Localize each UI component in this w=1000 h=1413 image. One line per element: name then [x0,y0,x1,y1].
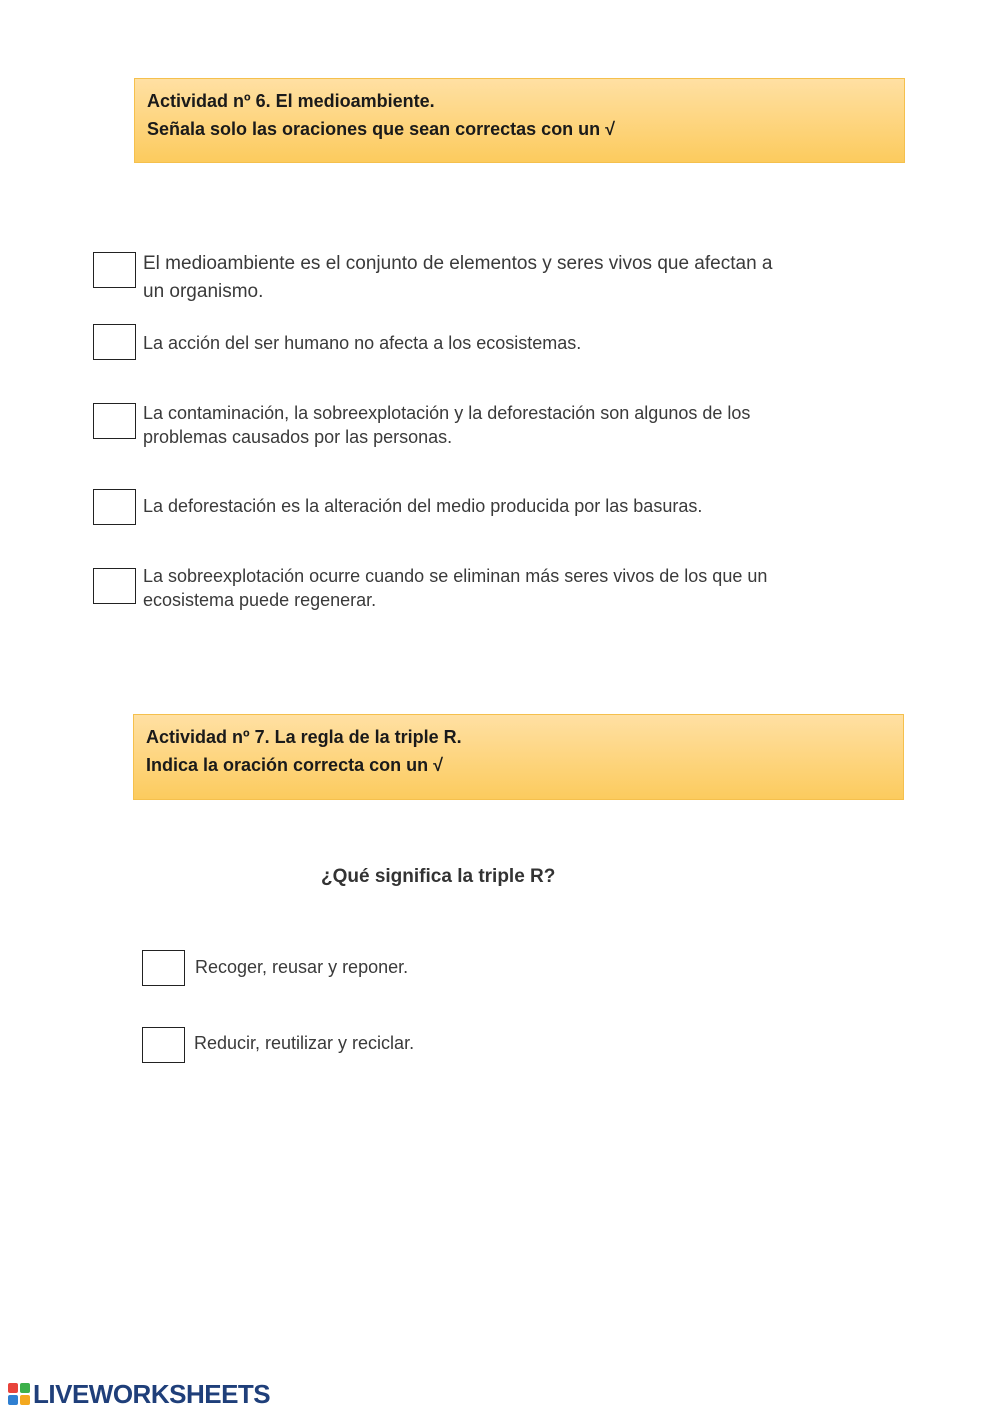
activity6-instruction: Señala solo las oraciones que sean correctas con un √ [147,119,616,139]
statement-item-5-line1: La sobreexplotación ocurre cuando se eliminan más seres vivos de los que un [143,566,768,586]
option-2-text: Reducir, reutilizar y reciclar. [194,1033,415,1053]
statement-item-3 [143,401,883,449]
checkbox-item-1[interactable] [93,252,136,288]
checkbox-option-2[interactable] [142,1027,185,1063]
logo-grid-icon [8,1383,30,1405]
logo-square-yellow [20,1395,30,1405]
option-1-text: Recoger, reusar y reponer. [195,957,409,977]
statement-item-5-line2: ecosistema puede regenerar. [143,590,377,610]
statement-item-4: La deforestación es la alteración del medio producida por las basuras. [143,496,703,516]
liveworksheets-logo [8,1380,270,1408]
logo-text: LIVEWORKSHEETS [33,1378,271,1409]
activity7-title: Actividad nº 7. La regla de la triple R. [146,727,462,747]
statement-item-3-line2: problemas causados por las personas. [143,427,453,447]
checkbox-item-3[interactable] [93,403,136,439]
statement-item-1-line1: El medioambiente es el conjunto de elementos y seres vivos que afectan a [143,253,773,274]
activity6-title: Actividad nº 6. El medioambiente. [147,91,435,111]
activity7-instruction: Indica la oración correcta con un √ [146,755,443,775]
checkbox-option-1[interactable] [142,950,185,986]
checkbox-item-4[interactable] [93,489,136,525]
logo-square-green [20,1383,30,1393]
statement-item-5 [143,564,883,612]
statement-item-2: La acción del ser humano no afecta a los ecosistemas. [143,333,582,353]
statement-item-1 [143,250,883,306]
activity6-header [134,78,905,163]
statement-item-3-line1: La contaminación, la sobreexplotación y la deforestación son algunos de los [143,403,751,423]
checkbox-item-5[interactable] [93,568,136,604]
logo-square-red [8,1383,18,1393]
question-text: ¿Qué significa la triple R? [321,866,556,887]
activity7-header [133,714,904,800]
checkbox-item-2[interactable] [93,324,136,360]
logo-square-blue [8,1395,18,1405]
statement-item-1-line2: un organismo. [143,281,264,302]
